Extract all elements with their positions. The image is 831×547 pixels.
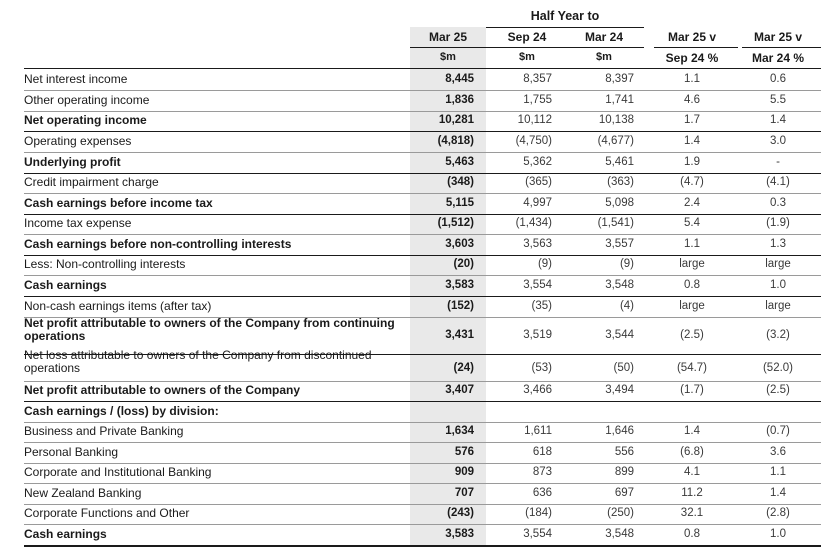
row-value-col3: (363): [607, 176, 634, 188]
row-value-col3: (4,677): [597, 135, 634, 147]
row-value-col4: 2.4: [684, 197, 700, 209]
row-value-col2: (53): [531, 362, 552, 374]
row-value-col5: (1.9): [766, 217, 790, 229]
row-value-col2: 618: [532, 446, 552, 458]
row-value-col3: (9): [619, 258, 634, 270]
half-year-to-heading: Half Year to: [530, 9, 600, 23]
row-value-col1: 3,583: [445, 528, 474, 540]
row-value-col4: (1.7): [680, 384, 704, 396]
row-value-col3: 556: [614, 446, 634, 458]
row-separator: [24, 296, 821, 297]
row-value-col3: (50): [613, 362, 634, 374]
row-label: Business and Private Banking: [24, 424, 184, 438]
row-value-col2: 3,563: [523, 238, 552, 250]
row-label: Cash earnings before income tax: [24, 196, 213, 210]
column-header-4-unit: Sep 24 %: [665, 51, 719, 65]
column-header-2-unit: $m: [519, 51, 535, 63]
row-separator: [24, 463, 821, 464]
row-value-col5: (2.5): [766, 384, 790, 396]
row-value-col5: (3.2): [766, 329, 790, 341]
row-value-col5: (52.0): [762, 362, 794, 374]
row-value-col1: (20): [453, 258, 474, 270]
row-value-col2: (9): [537, 258, 552, 270]
row-label: Cash earnings: [24, 278, 107, 292]
row-value-col1: 5,115: [445, 197, 474, 209]
row-value-col4: 1.1: [684, 73, 700, 85]
header-rule: [654, 47, 738, 48]
row-value-col5: 3.0: [770, 135, 786, 147]
row-label: Cash earnings / (loss) by division:: [24, 404, 219, 418]
row-separator: [24, 442, 821, 443]
row-value-col1: 909: [454, 466, 474, 478]
row-separator: [24, 504, 821, 505]
row-separator: [24, 214, 821, 215]
row-value-col5: 1.0: [770, 279, 786, 291]
column-header-3-period: Mar 24: [584, 30, 624, 44]
row-value-col1: (243): [447, 507, 474, 519]
table-top-rule: [24, 68, 821, 69]
row-value-col4: 4.6: [684, 94, 700, 106]
row-value-col3: 3,548: [605, 528, 634, 540]
row-value-col5: (2.8): [766, 507, 790, 519]
column-header-4-period: Mar 25 v: [667, 30, 717, 44]
row-value-col5: 1.4: [770, 487, 786, 499]
row-value-col1: (1,512): [437, 217, 474, 229]
column-header-2-period: Sep 24: [507, 30, 547, 44]
row-value-col1: 1,836: [445, 94, 474, 106]
row-value-col3: 3,557: [605, 238, 634, 250]
row-separator: [24, 275, 821, 276]
row-label: Net operating income: [24, 113, 147, 127]
row-value-col1: (348): [447, 176, 474, 188]
header-rule: [410, 47, 644, 48]
row-value-col1: 5,463: [445, 156, 474, 168]
row-value-col1: (4,818): [437, 135, 474, 147]
row-value-col2: 1,611: [524, 425, 552, 437]
row-value-col5: 1.0: [770, 528, 786, 540]
row-value-col1: (152): [447, 300, 474, 312]
row-value-col1: 3,603: [445, 238, 474, 250]
row-value-col5: 0.6: [770, 73, 786, 85]
row-label: Non-cash earnings items (after tax): [24, 299, 212, 313]
row-value-col4: (4.7): [680, 176, 704, 188]
row-value-col3: 3,494: [605, 384, 634, 396]
row-value-col3: (250): [607, 507, 634, 519]
row-value-col3: 1,741: [605, 94, 634, 106]
row-separator: [24, 131, 821, 132]
row-value-col4: (6.8): [680, 446, 704, 458]
row-value-col2: 3,554: [523, 528, 552, 540]
row-separator: [24, 524, 821, 525]
row-label: Corporate and Institutional Banking: [24, 465, 212, 479]
column-header-5-period: Mar 25 v: [753, 30, 803, 44]
row-value-col2: 5,362: [523, 156, 552, 168]
row-label: Credit impairment charge: [24, 175, 159, 189]
row-separator: [24, 483, 821, 484]
row-value-col2: 10,112: [517, 114, 552, 126]
row-value-col3: 5,461: [605, 156, 634, 168]
row-value-col5: 3.6: [770, 446, 786, 458]
row-value-col5: 1.4: [770, 114, 786, 126]
row-separator: [24, 234, 821, 235]
row-label: Operating expenses: [24, 134, 132, 148]
row-value-col2: 1,755: [523, 94, 552, 106]
row-label: Net profit attributable to owners of the Company: [24, 383, 301, 397]
header-rule: [486, 27, 644, 28]
row-value-col4: 1.7: [684, 114, 700, 126]
row-value-col2: (4,750): [515, 135, 552, 147]
row-value-col1: 576: [454, 446, 474, 458]
row-separator: [24, 193, 821, 194]
row-value-col5: large: [765, 300, 791, 312]
row-label: Less: Non-controlling interests: [24, 257, 186, 271]
column-header-3-unit: $m: [596, 51, 612, 63]
row-separator: [24, 422, 821, 423]
row-separator: [24, 401, 821, 402]
row-value-col5: 5.5: [770, 94, 786, 106]
row-value-col4: large: [679, 300, 705, 312]
row-separator: [24, 111, 821, 112]
row-value-col3: (4): [619, 300, 634, 312]
row-separator: [24, 173, 821, 174]
column-header-1-period: Mar 25: [428, 30, 468, 44]
row-label: Net interest income: [24, 72, 128, 86]
row-value-col3: 899: [614, 466, 634, 478]
row-value-col2: 873: [532, 466, 552, 478]
row-value-col2: 3,466: [523, 384, 552, 396]
row-value-col1: 3,583: [445, 279, 474, 291]
row-value-col2: 4,997: [523, 197, 552, 209]
row-value-col4: 5.4: [684, 217, 700, 229]
row-value-col2: 3,554: [523, 279, 552, 291]
row-separator: [24, 90, 821, 91]
row-value-col1: 707: [454, 487, 474, 499]
row-value-col1: 3,407: [445, 384, 474, 396]
row-value-col5: 1.3: [770, 238, 786, 250]
row-value-col3: 10,138: [598, 114, 634, 126]
row-separator: [24, 255, 821, 256]
row-value-col2: (1,434): [515, 217, 552, 229]
row-value-col3: 3,548: [605, 279, 634, 291]
row-label: Personal Banking: [24, 445, 119, 459]
row-value-col4: 0.8: [684, 528, 700, 540]
row-value-col1: (24): [453, 362, 474, 374]
row-separator: [24, 381, 821, 382]
row-value-col5: 1.1: [770, 466, 786, 478]
row-value-col5: (0.7): [766, 425, 790, 437]
row-value-col2: 636: [532, 487, 552, 499]
row-value-col5: (4.1): [766, 176, 790, 188]
row-separator: [24, 152, 821, 153]
row-value-col1: 8,445: [445, 73, 474, 85]
row-value-col4: large: [679, 258, 705, 270]
row-value-col1: 3,431: [445, 329, 474, 341]
row-value-col4: 1.9: [684, 156, 700, 168]
row-label: Underlying profit: [24, 155, 121, 169]
row-value-col5: -: [776, 156, 780, 168]
row-value-col1: 1,634: [445, 425, 474, 437]
row-label: Net loss attributable to owners of the Company from discontinued operations: [24, 348, 372, 375]
row-value-col2: (184): [525, 507, 552, 519]
row-value-col4: 11.2: [681, 487, 703, 499]
row-value-col4: 1.4: [684, 135, 700, 147]
row-value-col5: 0.3: [770, 197, 786, 209]
row-value-col4: 1.4: [684, 425, 700, 437]
header-rule: [742, 47, 821, 48]
row-label: Net profit attributable to owners of the Company from continuing operations: [24, 316, 395, 343]
row-value-col4: 4.1: [684, 466, 700, 478]
row-label: Cash earnings before non-controlling interests: [24, 237, 292, 251]
row-value-col2: 3,519: [523, 329, 552, 341]
row-value-col1: 10,281: [438, 114, 474, 126]
row-label: Income tax expense: [24, 216, 132, 230]
row-value-col4: (2.5): [680, 329, 704, 341]
row-value-col3: (1,541): [597, 217, 634, 229]
row-value-col2: (35): [531, 300, 552, 312]
row-value-col3: 3,544: [605, 329, 634, 341]
row-value-col3: 8,397: [605, 73, 634, 85]
row-value-col4: 32.1: [680, 507, 704, 519]
row-value-col2: (365): [525, 176, 552, 188]
row-value-col3: 1,646: [605, 425, 634, 437]
row-value-col3: 697: [614, 487, 634, 499]
column-header-5-unit: Mar 24 %: [751, 51, 805, 65]
row-label: Corporate Functions and Other: [24, 506, 190, 520]
row-value-col3: 5,098: [605, 197, 634, 209]
row-label: New Zealand Banking: [24, 486, 142, 500]
column-header-1-unit: $m: [440, 51, 456, 63]
row-value-col4: 0.8: [684, 279, 700, 291]
row-label: Other operating income: [24, 93, 150, 107]
row-value-col5: large: [765, 258, 791, 270]
row-value-col4: 1.1: [684, 238, 700, 250]
row-label: Cash earnings: [24, 527, 107, 541]
row-value-col2: 8,357: [523, 73, 552, 85]
row-value-col4: (54.7): [676, 362, 708, 374]
